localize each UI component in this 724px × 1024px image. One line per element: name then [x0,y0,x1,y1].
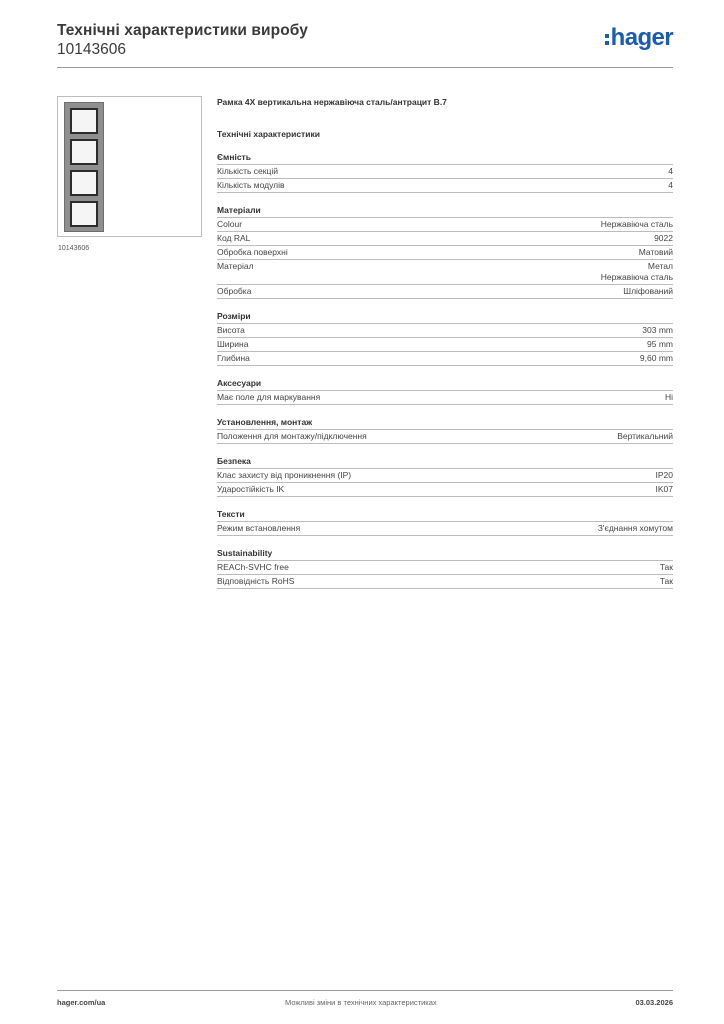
spec-label: Положення для монтажу/підключення [217,431,367,441]
spec-value: Так [659,576,673,586]
footer-divider [57,990,673,991]
frame-cell [70,201,98,227]
spec-value: 95 mm [647,339,673,349]
spec-value: Так [659,562,673,572]
hager-logo [605,26,673,50]
spec-label: Матеріал [217,261,254,271]
spec-section [217,205,673,299]
spec-row [217,232,673,246]
spec-label: Відповідність RoHS [217,576,295,586]
spec-row [217,324,673,338]
page-title: Технічні характеристики виробу [57,22,308,39]
spec-section [217,456,673,497]
frame-4x-picture [64,102,104,232]
spec-label: Має поле для маркування [217,392,321,402]
spec-label: Кількість модулів [217,180,285,190]
spec-section [217,152,673,193]
spec-value: Вертикальний [617,431,673,441]
spec-value: IP20 [655,470,673,480]
section-title: Тексти [217,509,673,522]
spec-section [217,417,673,444]
spec-section [217,378,673,405]
spec-row [217,285,673,299]
spec-label: Код RAL [217,233,251,243]
spec-value: 9022 [654,233,673,243]
spec-row [217,561,673,575]
spec-sections [217,152,673,589]
spec-row [217,352,673,366]
spec-row [217,338,673,352]
spec-value: Шліфований [623,286,673,296]
spec-value: Нержавіюча сталь [600,219,673,229]
spec-row [217,260,673,285]
spec-row [217,218,673,232]
product-name: Рамка 4X вертикальна нержавіюча сталь/антрацит B.7 [217,97,447,107]
image-caption: 10143606 [58,245,90,252]
spec-value: Ні [664,392,673,402]
section-title: Матеріали [217,205,673,218]
spec-row [217,246,673,260]
spec-value: 4 [668,166,673,176]
section-title: Ємність [217,152,673,165]
spec-label: Обробка поверхні [217,247,288,257]
page-header [57,22,673,59]
section-title: Установлення, монтаж [217,417,673,430]
section-title: Sustainability [217,548,673,561]
spec-row [217,469,673,483]
frame-cell [70,170,98,196]
spec-label: Клас захисту від проникнення (IP) [217,470,352,480]
header-divider [57,67,673,68]
spec-row [217,165,673,179]
product-code: 10143606 [57,41,126,58]
spec-value: 4 [668,180,673,190]
footer-date: 03.03.2026 [635,998,673,1007]
spec-row [217,391,673,405]
tech-specs-heading: Технічні характеристики [217,129,320,139]
logo-text: hager [610,24,673,51]
logo-dots-icon [605,34,609,45]
spec-value: Метал Нержавіюча сталь [600,261,673,282]
spec-row [217,483,673,497]
footer-website[interactable]: hager.com/ua [57,998,106,1007]
spec-value: IK07 [655,484,673,494]
spec-label: Режим встановлення [217,523,301,533]
spec-value: 303 mm [642,325,673,335]
spec-label: Кількість секцій [217,166,278,176]
spec-label: Обробка [217,286,252,296]
frame-cell [70,108,98,134]
section-title: Безпека [217,456,673,469]
spec-row [217,522,673,536]
frame-cell [70,139,98,165]
spec-label: Глибина [217,353,250,363]
spec-label: Colour [217,219,243,229]
product-image [57,96,202,237]
spec-section [217,509,673,536]
spec-value: Матовий [638,247,673,257]
spec-label: REACh-SVHC free [217,562,289,572]
spec-section [217,311,673,366]
spec-section [217,548,673,589]
section-title: Аксесуари [217,378,673,391]
footer-note: Можливі зміни в технічних характеристиках [285,998,437,1007]
spec-value: З'єднання хомутом [597,523,673,533]
spec-value: 9,60 mm [639,353,673,363]
spec-content [217,97,673,589]
spec-label: Ширина [217,339,249,349]
spec-row [217,430,673,444]
spec-label: Висота [217,325,245,335]
spec-row [217,575,673,589]
section-title: Розміри [217,311,673,324]
spec-row [217,179,673,193]
spec-label: Ударостійкість IK [217,484,285,494]
